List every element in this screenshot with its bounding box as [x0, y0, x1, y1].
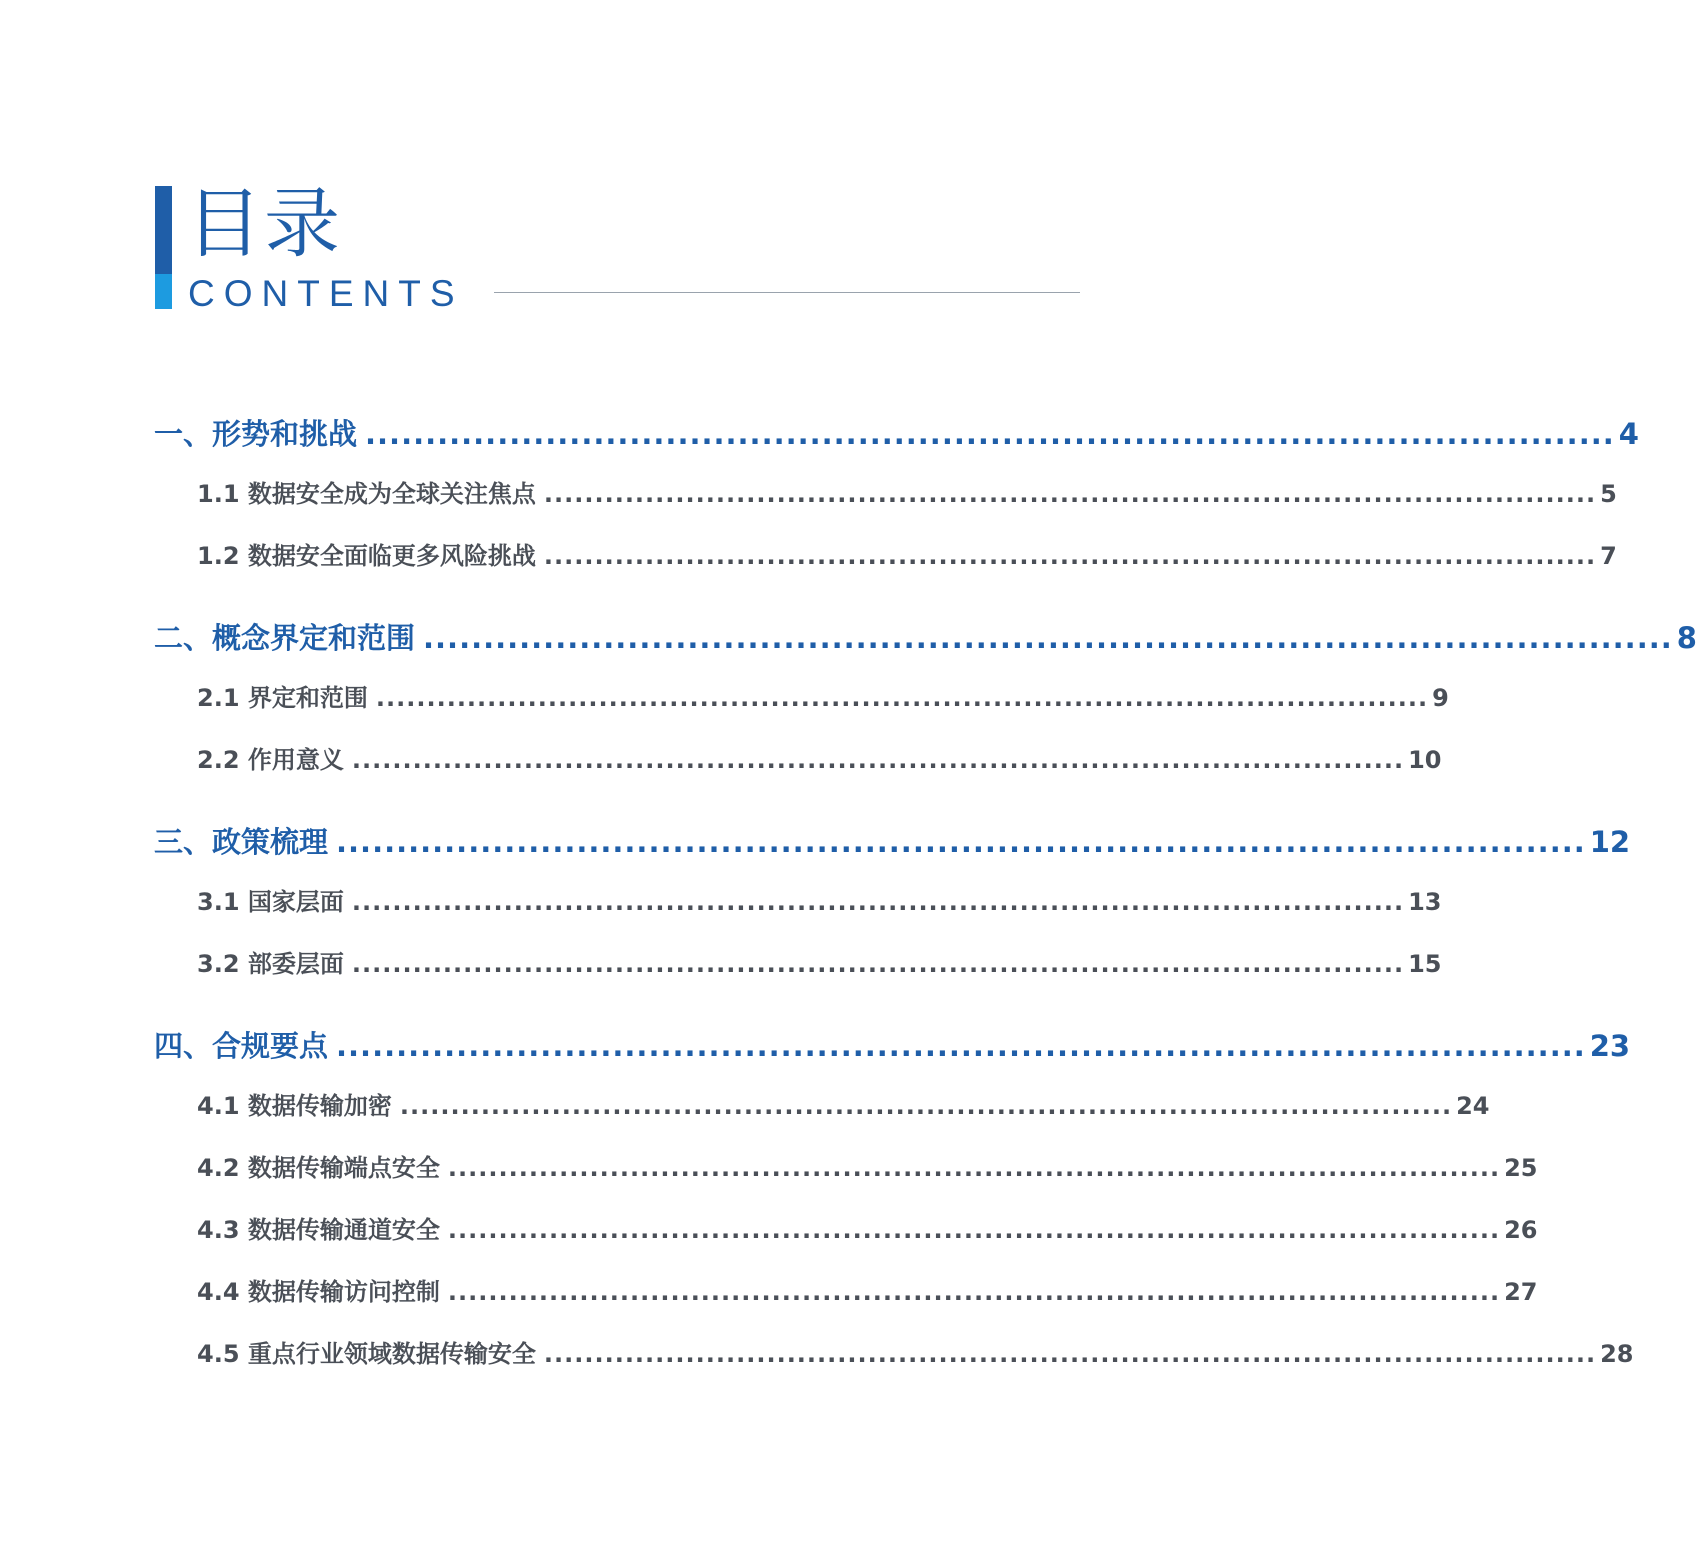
toc-dot-leader: ........................................................................................................ [336, 825, 1586, 859]
toc-section-4-3[interactable] [197, 1210, 1538, 1245]
toc-section-3-2[interactable] [197, 944, 1442, 979]
toc-dot-leader: ........................................................................................................ [365, 417, 1615, 451]
toc-dot-leader: ........................................................................................................ [351, 746, 1405, 774]
toc-page-number: 15 [1408, 950, 1442, 978]
page-subtitle: CONTENTS [188, 273, 464, 314]
toc-page-number: 24 [1456, 1092, 1490, 1120]
toc-dot-leader: ........................................................................................................ [543, 1340, 1597, 1368]
toc-dot-leader: ........................................................................................................ [543, 480, 1597, 508]
toc-chapter-2[interactable] [154, 616, 1697, 657]
toc-section-4-2[interactable] [197, 1148, 1538, 1183]
toc-dot-leader: ........................................................................................................ [336, 1029, 1586, 1063]
toc-dot-leader: ........................................................................................................ [447, 1216, 1501, 1244]
toc-entry-label: 4.2 数据传输端点安全 [197, 1154, 440, 1182]
toc-entry-label: 2.2 作用意义 [197, 746, 344, 774]
toc-entry-label: 2.1 界定和范围 [197, 684, 368, 712]
toc-entry-label: 3.2 部委层面 [197, 950, 344, 978]
toc-page-number: 7 [1600, 542, 1617, 570]
toc-entry-label: 四、合规要点 [154, 1029, 329, 1063]
toc-entry-label: 4.1 数据传输加密 [197, 1092, 392, 1120]
toc-page-number: 13 [1408, 888, 1442, 916]
toc-section-4-5[interactable] [197, 1334, 1634, 1369]
toc-dot-leader: ........................................................................................................ [447, 1154, 1501, 1182]
toc-page-number: 9 [1432, 684, 1449, 712]
page-title: 目录 [186, 179, 342, 268]
toc-page-number: 25 [1504, 1154, 1538, 1182]
toc-page-number: 5 [1600, 480, 1617, 508]
toc-entry-label: 3.1 国家层面 [197, 888, 344, 916]
toc-dot-leader: ........................................................................................................ [351, 950, 1405, 978]
toc-entry-label: 4.4 数据传输访问控制 [197, 1278, 440, 1306]
toc-page-number: 12 [1589, 825, 1631, 859]
toc-page-number: 8 [1676, 621, 1697, 655]
toc-dot-leader: ........................................................................................................ [447, 1278, 1501, 1306]
toc-page-number: 28 [1600, 1340, 1634, 1368]
toc-entry-label: 4.3 数据传输通道安全 [197, 1216, 440, 1244]
toc-section-2-1[interactable] [197, 678, 1449, 713]
toc-dot-leader: ........................................................................................................ [423, 621, 1673, 655]
toc-dot-leader: ........................................................................................................ [375, 684, 1429, 712]
toc-entry-label: 二、概念界定和范围 [154, 621, 416, 655]
toc-section-4-1[interactable] [197, 1086, 1490, 1121]
toc-entry-label: 三、政策梳理 [154, 825, 329, 859]
toc-entry-label: 1.2 数据安全面临更多风险挑战 [197, 542, 536, 570]
toc-chapter-4[interactable] [154, 1024, 1631, 1065]
toc-section-2-2[interactable] [197, 740, 1442, 775]
toc-page-number: 27 [1504, 1278, 1538, 1306]
toc-entry-label: 一、形势和挑战 [154, 417, 358, 451]
toc-dot-leader: ........................................................................................................ [351, 888, 1405, 916]
toc-chapter-3[interactable] [154, 820, 1631, 861]
toc-page-number: 23 [1589, 1029, 1631, 1063]
toc-section-4-4[interactable] [197, 1272, 1538, 1307]
toc-page-number: 26 [1504, 1216, 1538, 1244]
toc-entry-label: 1.1 数据安全成为全球关注焦点 [197, 480, 536, 508]
toc-section-1-1[interactable] [197, 474, 1617, 509]
toc-dot-leader: ........................................................................................................ [399, 1092, 1453, 1120]
toc-section-1-2[interactable] [197, 536, 1617, 571]
toc-entry-label: 4.5 重点行业领域数据传输安全 [197, 1340, 536, 1368]
toc-section-3-1[interactable] [197, 882, 1442, 917]
toc-dot-leader: ........................................................................................................ [543, 542, 1597, 570]
toc-page-number: 4 [1618, 417, 1639, 451]
toc-chapter-1[interactable] [154, 412, 1639, 453]
toc-page-number: 10 [1408, 746, 1442, 774]
